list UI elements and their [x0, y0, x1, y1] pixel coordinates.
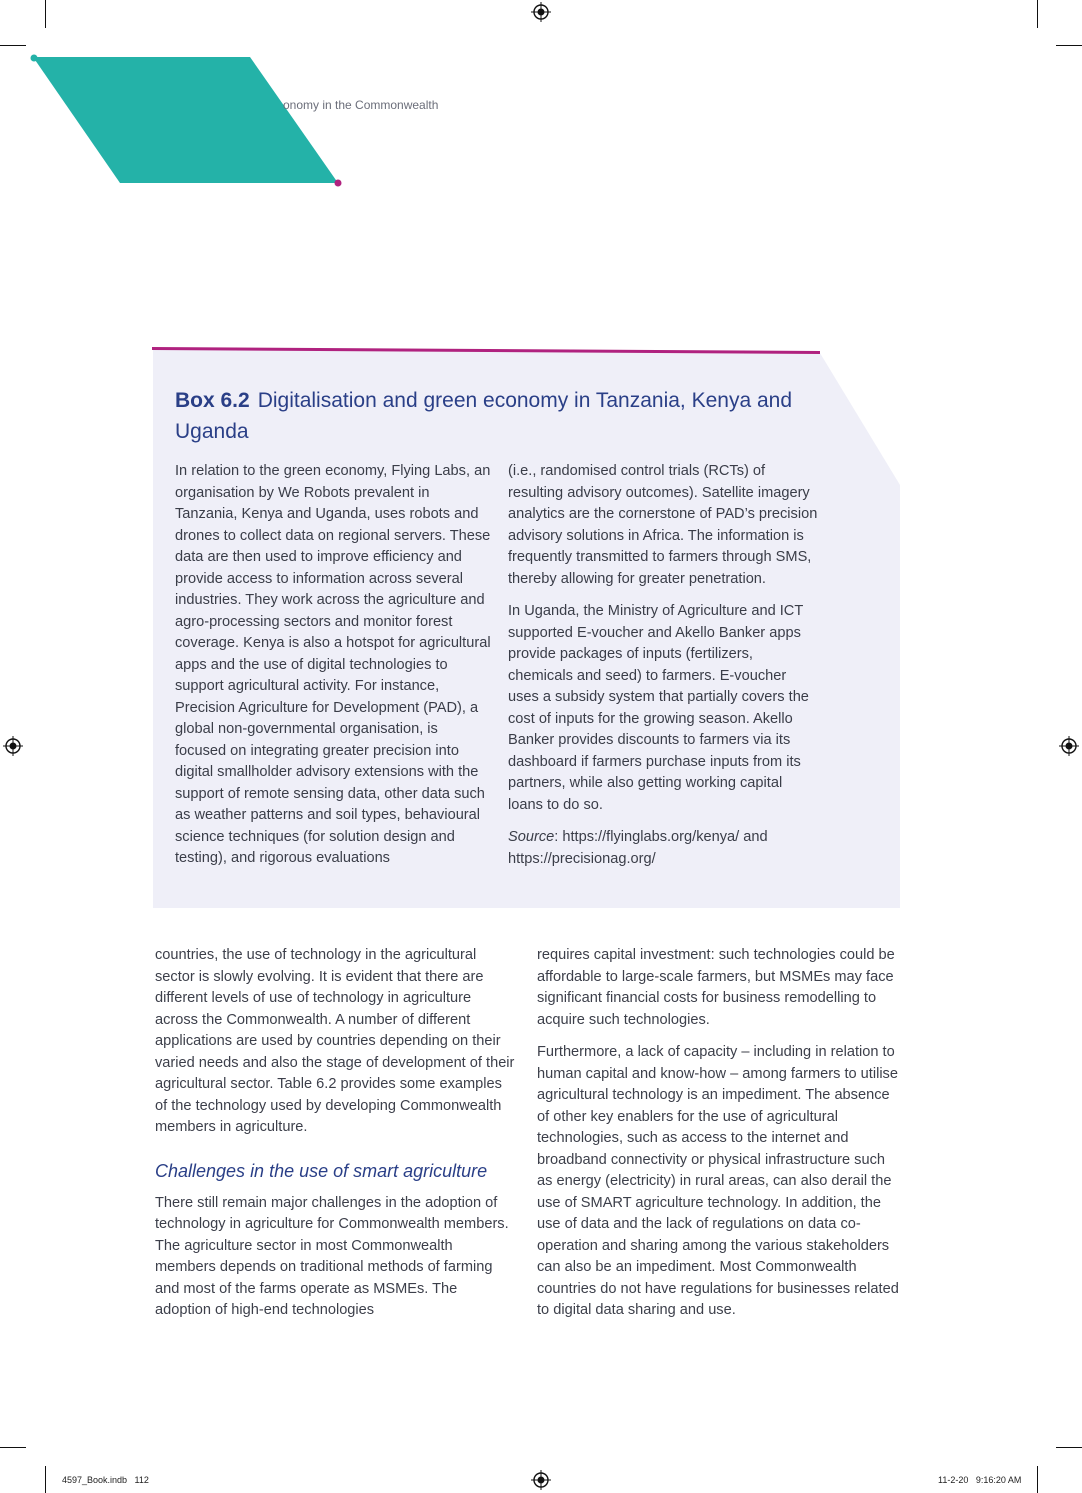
crop-mark [1037, 1466, 1038, 1493]
box-paragraph: In relation to the green economy, Flying Labs, an organisation by We Robots prevalent in Tanzania, Kenya and Uganda, uses robots and drones to collect data on regional servers. These data are then used to improve efficiency and provide access to information across several industries. They work across the agriculture and agro-processing sectors and monitor forest coverage. Kenya is also a hotspot for agricultural apps and the use of digital technologies to support agricultural activity. For instance, Precision Agriculture for Development (PAD), a global non-governmental organisation, is focused on integrating greater precision into digital smallholder advisory extensions with the support of remote sensing data, other data such as weather patterns and soil types, behavioural science techniques (for solution design and testing), and rigorous evaluations [175, 463, 491, 866]
section-subheading: Challenges in the use of smart agriculture [155, 1160, 488, 1181]
slug-timestamp: 11-2-20 9:16:20 AM [938, 1475, 1022, 1485]
box-number: Box 6.2 [175, 389, 250, 412]
slug-file: 4597_Book.indb 112 [62, 1475, 149, 1485]
crop-mark [1056, 1447, 1082, 1448]
body-paragraph: countries, the use of technology in the agricultural sector is slowly evolving. It is evident that there are different levels of use of technology in agriculture across the Commonwealth. A number of different applications are used by countries depending on their varied needs and also the stage of development of their agricultural sector. Table 6.2 provides some examples of the technology used by developing Commonwealth members in agriculture. [155, 947, 515, 1135]
source-label: Source [508, 829, 555, 845]
box-title-text: Digitalisation and green economy in Tanzania, Kenya and Uganda [175, 389, 793, 443]
box-source [508, 827, 820, 870]
body-paragraph: Furthermore, a lack of capacity – including in relation to human capital and know-how – among farmers to utilise agricultural technology is an impediment. The absence of other key enablers for the use of agricultural technologies, such as access to the internet and broadband connectivity or physical infrastructure such as energy (electricity) in rural areas, can also derail the use of SMART agriculture technology. In addition, the use of data and the lack of regulations on data co-operation and sharing among the various stakeholders can also be an impediment. Most Commonwealth countries do not have regulations for businesses related to digital data sharing and use. [537, 1044, 899, 1318]
registration-mark-icon [531, 1470, 551, 1490]
box-left-column [175, 461, 493, 881]
crop-mark [45, 1466, 46, 1493]
box-title [175, 385, 815, 447]
crop-mark [0, 1447, 26, 1448]
box-right-column [508, 461, 820, 881]
box-paragraph: In Uganda, the Ministry of Agriculture and ICT supported E-voucher and Akello Banker apps provide packages of inputs (fertilizers, chemicals and seed) to farmers. E-voucher uses a subsidy system that partially covers the cost of inputs for the growing season. Akello Banker provides discounts to farmers via its dashboard if farmers purchase inputs from its partners, while also getting working capital loans to do so. [508, 603, 809, 813]
source-text: : https://flyinglabs.org/kenya/ and https://precisionag.org/ [508, 829, 768, 867]
running-header: onomy in the Commonwealth [283, 98, 439, 112]
body-paragraph: There still remain major challenges in the adoption of technology in agriculture for Commonwealth members. The agriculture sector in most Commonwealth members depends on traditional methods of farming and most of the farms operate as MSMEs. The adoption of high-end technologies [155, 1194, 509, 1318]
main-right-column [537, 945, 902, 1333]
box-paragraph: (i.e., randomised control trials (RCTs) of resulting advisory outcomes). Satellite imagery analytics are the cornerstone of PAD’s precision advisory solutions in Africa. The information is frequently transmitted to farmers through SMS, thereby allowing for greater penetration. [508, 463, 818, 587]
body-paragraph: requires capital investment: such technologies could be affordable to large-scale farmers, but MSMEs may face significant financial costs for business remodelling to acquire such technologies. [537, 947, 895, 1028]
main-left-column [155, 945, 517, 1333]
